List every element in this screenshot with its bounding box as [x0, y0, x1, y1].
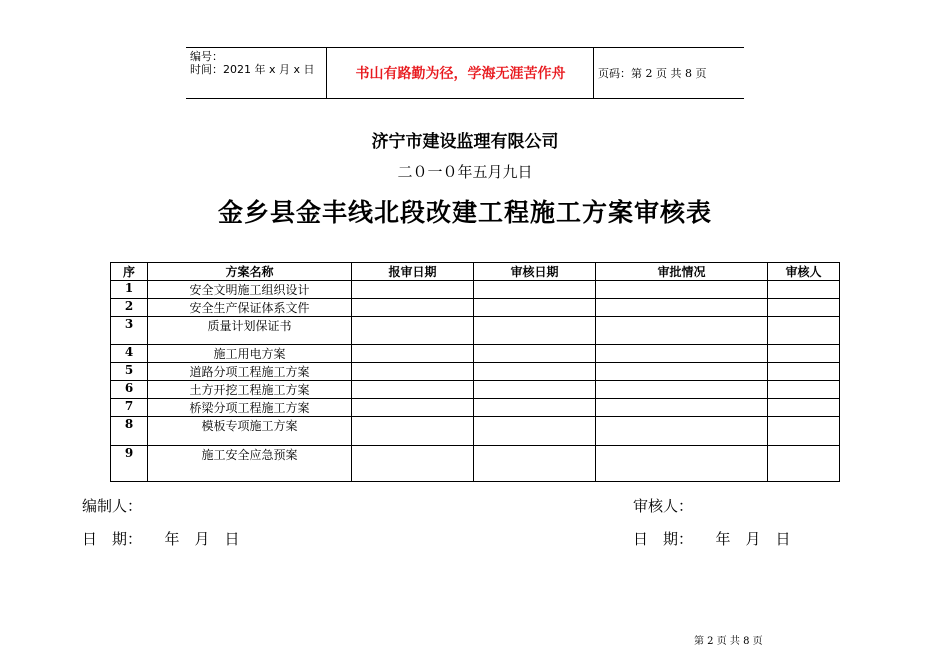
row-no: 6: [111, 381, 148, 399]
compiler-date-label: 日 期： 年 月 日: [82, 530, 240, 548]
header-page-label: 页码：第 2 页 共 8 页: [598, 67, 707, 80]
cell-review-date[interactable]: [474, 399, 596, 417]
row-name: 施工安全应急预案: [148, 446, 352, 482]
cell-approval[interactable]: [596, 399, 768, 417]
col-header-seq: 序: [111, 263, 148, 281]
row-name: 土方开挖工程施工方案: [148, 381, 352, 399]
table-row: [111, 381, 840, 399]
cell-submit-date[interactable]: [352, 363, 474, 381]
cell-submit-date[interactable]: [352, 281, 474, 299]
cell-submit-date[interactable]: [352, 399, 474, 417]
cell-approval[interactable]: [596, 381, 768, 399]
row-no: 9: [111, 446, 148, 482]
cell-approval[interactable]: [596, 317, 768, 345]
company-name: 济宁市建设监理有限公司: [371, 132, 559, 152]
reviewer-label: 审核人：: [633, 497, 694, 515]
cell-reviewer[interactable]: [768, 381, 840, 399]
cell-submit-date[interactable]: [352, 345, 474, 363]
cell-submit-date[interactable]: [352, 317, 474, 345]
cell-approval[interactable]: [596, 281, 768, 299]
cell-review-date[interactable]: [474, 446, 596, 482]
time-label: 时间：2021 年 x 月 x 日: [190, 63, 315, 76]
col-header-review-date: 审核日期: [474, 263, 596, 281]
cell-review-date[interactable]: [474, 345, 596, 363]
cell-reviewer[interactable]: [768, 317, 840, 345]
table-row: [111, 281, 840, 299]
reviewer-date-label: 日 期： 年 月 日: [633, 530, 791, 548]
code-label: 编号：: [190, 50, 223, 63]
cell-review-date[interactable]: [474, 363, 596, 381]
cell-reviewer[interactable]: [768, 363, 840, 381]
row-no: 5: [111, 363, 148, 381]
cell-approval[interactable]: [596, 299, 768, 317]
row-name: 质量计划保证书: [148, 317, 352, 345]
col-header-approval: 审批情况: [596, 263, 768, 281]
cell-review-date[interactable]: [474, 281, 596, 299]
header-meta: [186, 48, 327, 98]
page-number: 第 2 页 共 8 页: [694, 636, 763, 647]
cell-reviewer[interactable]: [768, 417, 840, 446]
cell-submit-date[interactable]: [352, 417, 474, 446]
row-no: 7: [111, 399, 148, 417]
cell-review-date[interactable]: [474, 317, 596, 345]
table-row: [111, 363, 840, 381]
row-name: 模板专项施工方案: [148, 417, 352, 446]
table-row: [111, 446, 840, 482]
cell-review-date[interactable]: [474, 299, 596, 317]
cell-approval[interactable]: [596, 345, 768, 363]
cell-approval[interactable]: [596, 446, 768, 482]
table-row: [111, 317, 840, 345]
cell-submit-date[interactable]: [352, 299, 474, 317]
table-header-row: [111, 263, 840, 281]
row-no: 1: [111, 281, 148, 299]
row-no: 3: [111, 317, 148, 345]
row-no: 2: [111, 299, 148, 317]
row-no: 4: [111, 345, 148, 363]
table-row: [111, 399, 840, 417]
row-name: 桥梁分项工程施工方案: [148, 399, 352, 417]
review-table: [110, 262, 840, 482]
document-date: 二０一０年五月九日: [397, 163, 533, 181]
table-row: [111, 345, 840, 363]
header-motto: 书山有路勤为径，学海无涯苦作舟: [328, 48, 594, 98]
table-row: [111, 299, 840, 317]
row-name: 道路分项工程施工方案: [148, 363, 352, 381]
cell-approval[interactable]: [596, 363, 768, 381]
col-header-reviewer: 审核人: [768, 263, 840, 281]
row-name: 安全生产保证体系文件: [148, 299, 352, 317]
cell-submit-date[interactable]: [352, 446, 474, 482]
cell-reviewer[interactable]: [768, 281, 840, 299]
cell-reviewer[interactable]: [768, 345, 840, 363]
cell-review-date[interactable]: [474, 417, 596, 446]
cell-submit-date[interactable]: [352, 381, 474, 399]
page-header: [186, 47, 744, 99]
cell-reviewer[interactable]: [768, 399, 840, 417]
col-header-name: 方案名称: [148, 263, 352, 281]
table-row: [111, 417, 840, 446]
cell-reviewer[interactable]: [768, 299, 840, 317]
col-header-submit-date: 报审日期: [352, 263, 474, 281]
row-name: 安全文明施工组织设计: [148, 281, 352, 299]
document-title: 金乡县金丰线北段改建工程施工方案审核表: [217, 198, 712, 227]
row-name: 施工用电方案: [148, 345, 352, 363]
cell-approval[interactable]: [596, 417, 768, 446]
row-no: 8: [111, 417, 148, 446]
cell-reviewer[interactable]: [768, 446, 840, 482]
cell-review-date[interactable]: [474, 381, 596, 399]
compiler-label: 编制人：: [82, 497, 143, 515]
